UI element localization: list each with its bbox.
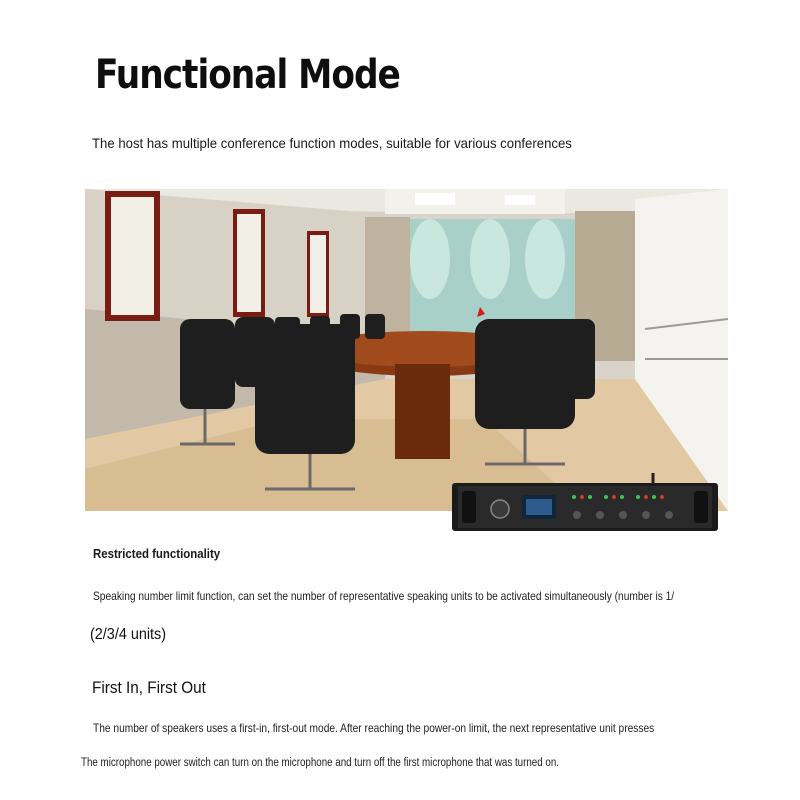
fifo-text-line2: The microphone power switch can turn on the microphone and turn off the first microphone that was turned on.	[81, 757, 559, 769]
restricted-heading: Restricted functionality	[93, 546, 221, 561]
conference-room-photo	[85, 189, 728, 511]
fifo-heading: First In, First Out	[92, 678, 206, 697]
page-title: Functional Mode	[95, 52, 400, 98]
page-subtitle: The host has multiple conference function modes, suitable for various conferences	[92, 135, 572, 151]
fifo-text-line1: The number of speakers uses a first-in, first-out mode. After reaching the power-on limit, the next representative unit presses	[93, 721, 655, 735]
restricted-text-line1: Speaking number limit function, can set the number of representative speaking units to be activated simultaneously (number is 1/	[93, 589, 675, 603]
conference-host-unit-image	[452, 473, 718, 531]
restricted-text-line2: (2/3/4 units)	[90, 626, 167, 643]
